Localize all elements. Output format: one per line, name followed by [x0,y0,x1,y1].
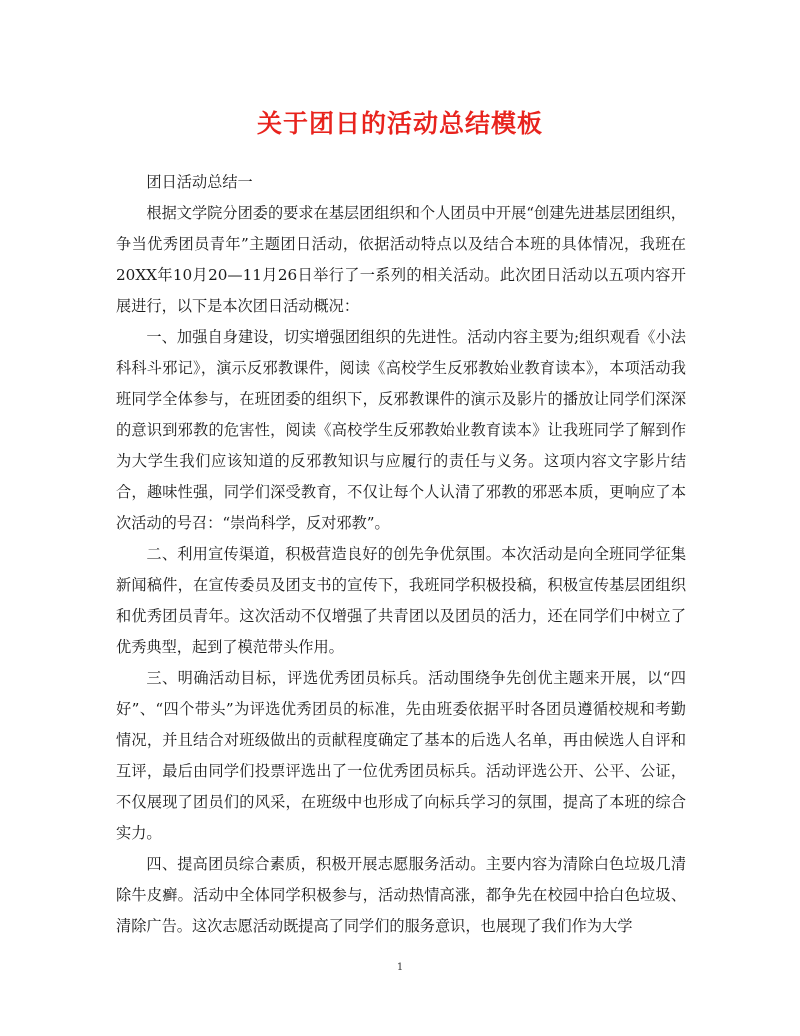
paragraph-intro: 根据文学院分团委的要求在基层团组织和个人团员中开展“创建先进基层团组织，争当优秀团员青年”主题团日活动，依据活动特点以及结合本班的具体情况，我班在20XX年10月20—11月26日举行了一系列的相关活动。此次团日活动以五项内容开展进行，以下是本次团日活动概况： [116,204,686,315]
paragraph-item-1: 一、加强自身建设，切实增强团组织的先进性。活动内容主要为;组织观看《小法科科斗邪记》，演示反邪教课件，阅读《高校学生反邪教始业教育读本》，本项活动我班同学全体参与，在班团委的组织下，反邪教课件的演示及影片的播放让同学们深深的意识到邪教的危害性，阅读《高校学生反邪教始业教育读本》让我班同学了解到作为大学生我们应该知道的反邪教知识与应履行的责任与义务。这项内容文字影片结合，趣味性强，同学们深受教育，不仅让每个人认清了邪教的邪恶本质，更响应了本次活动的号召：“崇尚科学，反对邪教”。 [116,328,686,532]
paragraph-item-2: 二、利用宣传渠道，积极营造良好的创先争优氛围。本次活动是向全班同学征集新闻稿件，在宣传委员及团支书的宣传下，我班同学积极投稿，积极宣传基层团组织和优秀团员青年。这次活动不仅增强了共青团以及团员的活力，还在同学们中树立了优秀典型，起到了模范带头作用。 [116,545,686,656]
page-number: 1 [396,962,404,973]
document-body [116,167,686,942]
paragraph-item-3: 三、明确活动目标，评选优秀团员标兵。活动围绕争先创优主题来开展，以“四好”、“四个带头”为评选优秀团员的标准，先由班委依据平时各团员遵循校规和考勤情况，并且结合对班级做出的贡献程度确定了基本的后选人名单，再由候选人自评和互评，最后由同学们投票评选出了一位优秀团员标兵。活动评选公开、公平、公证，不仅展现了团员们的风采，在班级中也形成了向标兵学习的氛围，提高了本班的综合实力。 [116,669,686,842]
section-heading: 团日活动总结一 [146,173,253,191]
paragraph-item-4: 四、提高团员综合素质，积极开展志愿服务活动。主要内容为清除白色垃圾几清除牛皮癣。活动中全体同学积极参与，活动热情高涨，都争先在校园中拾白色垃圾、清除广告。这次志愿活动既提高了同学们的服务意识，也展现了我们作为大学 [116,855,686,935]
document-title: 关于团日的活动总结模板 [256,109,543,138]
